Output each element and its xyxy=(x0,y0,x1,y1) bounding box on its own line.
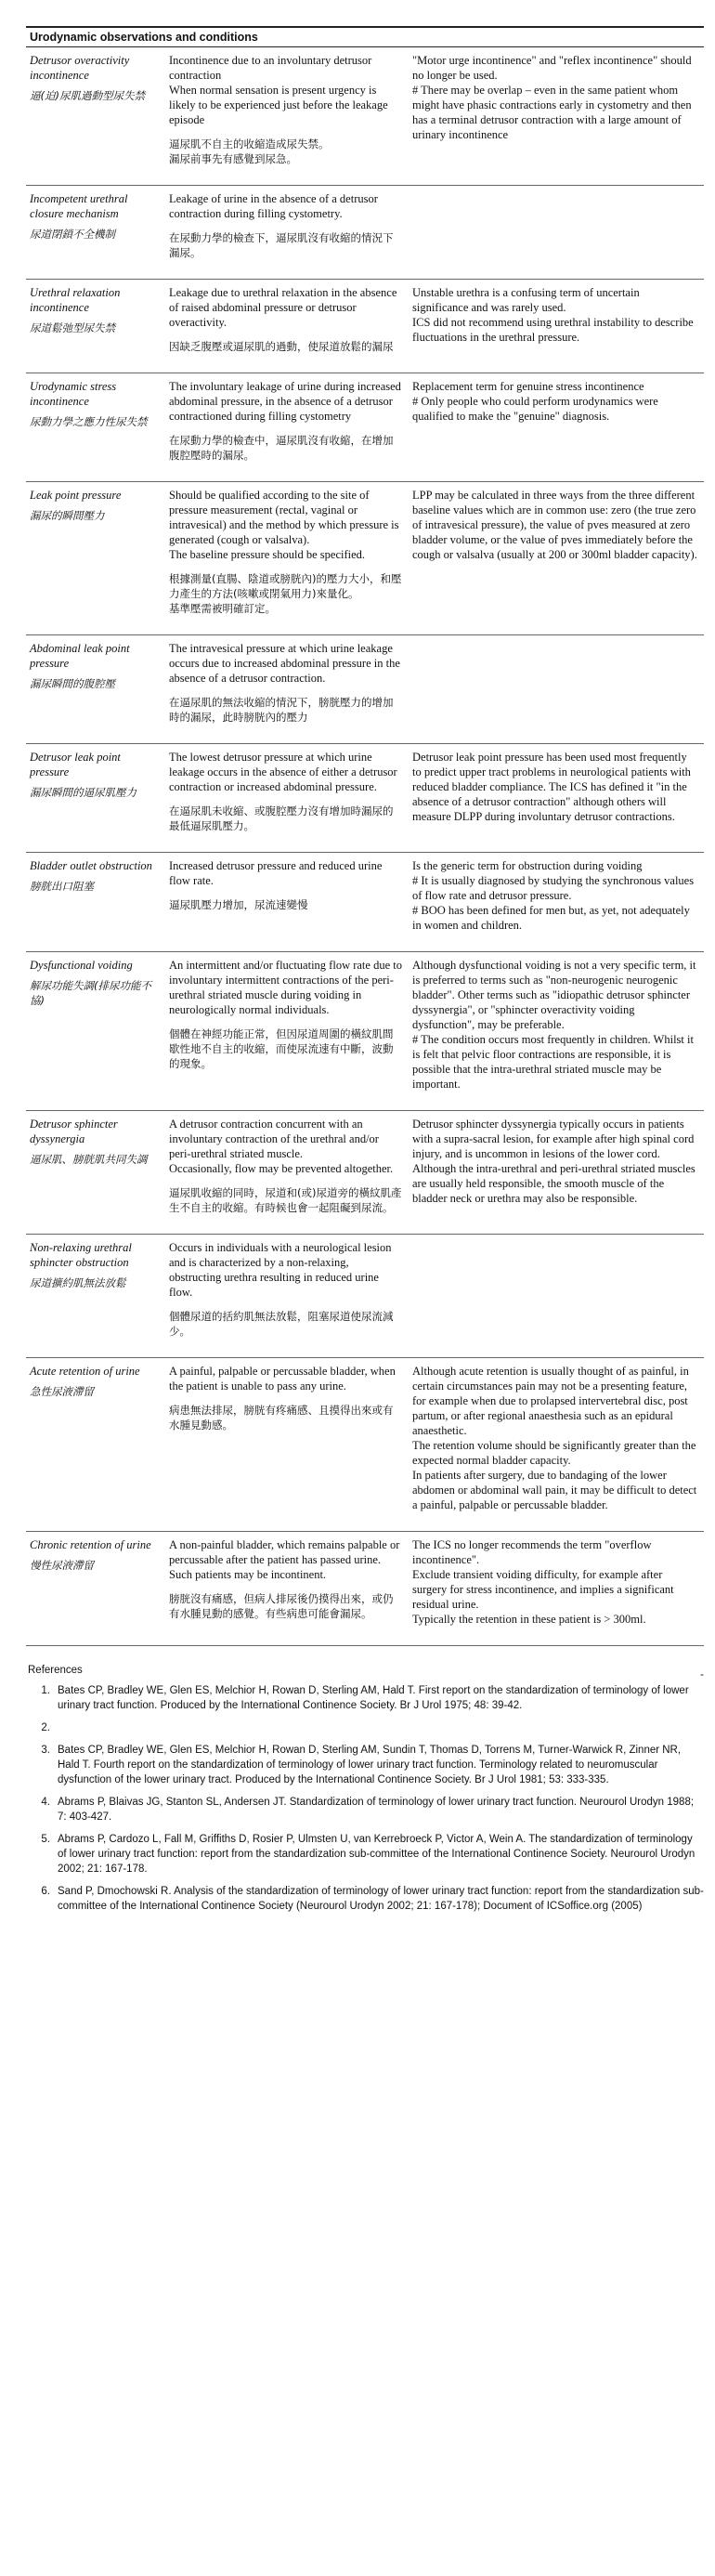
table-row xyxy=(26,952,704,1111)
definition-text: The lowest detrusor pressure at which urine leakage occurs in the absence of either a detrusor contraction or increased abdominal pressure. xyxy=(169,751,397,793)
definition-chinese: 根據測量(直腸、陰道或膀胱內)的壓力大小，和壓力產生的方法(咳嗽或閉氣用力)來量化。 基準壓需被明確訂定。 xyxy=(169,572,402,615)
definition-cell xyxy=(165,1532,409,1646)
table-row xyxy=(26,1532,704,1646)
comment-cell xyxy=(409,853,704,952)
comment-text: Unstable urethra is a confusing term of uncertain significance and was rarely used. ICS did not recommend using urethral instability to describe fluctuations in the urethral pressure. xyxy=(412,286,694,344)
term-cell xyxy=(26,1111,165,1235)
definition-cell xyxy=(165,373,409,482)
comment-text: Although acute retention is usually thought of as painful, in certain circumstances pain may not be a presenting feature, for example when due to prolapsed intervertebral disc, post partum, or after regional anaesthesia such as an epidural anaesthetic. The retention volume should be significantly greater than the expected normal bladder capacity. In patients after surgery, due to bandaging of the lower abdomen or abdominal wall pain, it may be difficult to detect a painful, palpable or percussable bladder. xyxy=(412,1365,697,1511)
term-cell xyxy=(26,186,165,280)
term-chinese: 解尿功能失調(排尿功能不協) xyxy=(30,979,151,1007)
definition-chinese: 逼尿肌收縮的同時，尿道和(或)尿道旁的橫紋肌產生不自主的收縮。有時候也會一起阻礙到尿流。 xyxy=(169,1186,402,1214)
term-chinese: 漏尿瞬間的逼尿肌壓力 xyxy=(30,786,136,799)
term-chinese: 漏尿瞬間的腹腔壓 xyxy=(30,677,115,690)
definition-chinese: 逼尿肌壓力增加，尿流速變慢 xyxy=(169,898,308,911)
definition-cell xyxy=(165,1358,409,1532)
document-page xyxy=(26,26,704,1921)
definition-cell xyxy=(165,635,409,744)
term-chinese: 膀胱出口阻塞 xyxy=(30,880,94,893)
definition-chinese: 個體尿道的括約肌無法放鬆，阻塞尿道使尿流減少。 xyxy=(169,1310,394,1338)
term-cell xyxy=(26,952,165,1111)
table-row xyxy=(26,853,704,952)
definition-chinese: 在尿動力學的檢查中，逼尿肌沒有收縮，在增加腹腔壓時的漏尿。 xyxy=(169,434,394,462)
definition-cell xyxy=(165,853,409,952)
table-row xyxy=(26,635,704,744)
term-cell xyxy=(26,853,165,952)
term-english: Bladder outlet obstruction xyxy=(30,859,152,872)
term-chinese: 尿道鬆弛型尿失禁 xyxy=(30,321,115,334)
comment-cell xyxy=(409,186,704,280)
comment-cell xyxy=(409,1235,704,1358)
table-row xyxy=(26,373,704,482)
table-row xyxy=(26,280,704,373)
definition-cell xyxy=(165,1235,409,1358)
reference-number: 4. xyxy=(41,1797,50,1808)
term-chinese: 漏尿的瞬間壓力 xyxy=(30,509,105,522)
definition-cell xyxy=(165,1111,409,1235)
reference-number: 3. xyxy=(41,1745,50,1756)
term-chinese: 尿道閉鎖不全機制 xyxy=(30,228,115,241)
term-cell xyxy=(26,482,165,635)
comment-cell xyxy=(409,373,704,482)
definition-chinese: 在逼尿肌的無法收縮的情況下，膀胱壓力的增加時的漏尿，此時膀胱內的壓力 xyxy=(169,696,394,724)
definition-cell xyxy=(165,47,409,186)
term-cell xyxy=(26,1235,165,1358)
reference-item xyxy=(26,1743,704,1787)
definition-text: A detrusor contraction concurrent with an involuntary contraction of the urethral and/or peri-urethral striated muscle. Occasionally, flow may be prevented altogether. xyxy=(169,1118,394,1175)
reference-number: 2. xyxy=(41,1722,50,1733)
table-row xyxy=(26,744,704,853)
term-cell xyxy=(26,1358,165,1532)
term-english: Leak point pressure xyxy=(30,489,122,502)
reference-text: Sand P, Dmochowski R. Analysis of the standardization of terminology of lower urinary tract function: report from the standardization sub-committee of the International Continence Society (Neurourol Urodyn 2002; 21: 167-178); Document of ICSoffice.org (2005) xyxy=(58,1886,704,1912)
definition-text: A painful, palpable or percussable bladder, when the patient is unable to pass any urine. xyxy=(169,1365,396,1393)
reference-number: 5. xyxy=(41,1834,50,1845)
comment-cell xyxy=(409,952,704,1111)
definition-text: Incontinence due to an involuntary detrusor contraction When normal sensation is present urgency is likely to be experienced just before the leakage episode xyxy=(169,54,388,126)
table-row xyxy=(26,47,704,186)
definition-chinese: 在尿動力學的檢查下，逼尿肌沒有收縮的情況下漏尿。 xyxy=(169,231,394,259)
definition-cell xyxy=(165,280,409,373)
definition-text: Leakage due to urethral relaxation in the absence of raised abdominal pressure or detrusor overactivity. xyxy=(169,286,397,329)
definition-chinese: 逼尿肌不自主的收縮造成尿失禁。 漏尿前事先有感覺到尿急。 xyxy=(169,137,330,165)
term-cell xyxy=(26,373,165,482)
section-title: Urodynamic observations and conditions xyxy=(26,26,704,47)
term-english: Chronic retention of urine xyxy=(30,1538,151,1551)
definition-text: Increased detrusor pressure and reduced urine flow rate. xyxy=(169,859,383,887)
term-english: Detrusor leak point pressure xyxy=(30,751,121,778)
term-chinese: 逼尿肌、膀胱肌共同失調 xyxy=(30,1153,148,1166)
comment-text: LPP may be calculated in three ways from the three different baseline values which are in common use: zero (the true zero of intravesical pressure), the value of pves measured at zero bladder volume, or the value of pves immediately before the cough or valsalva (usually at 200 or 300ml bladder capacity). xyxy=(412,489,697,561)
reference-list xyxy=(26,1683,704,1914)
definition-chinese: 因缺乏腹壓或逼尿肌的過動，使尿道放鬆的漏尿 xyxy=(169,340,394,353)
reference-text: Abrams P, Cardozo L, Fall M, Griffiths D, Rosier P, Ulmsten U, van Kerrebroeck P, Victor A, Wein A. The standardization of terminology of lower urinary tract function: report from the standardization sub-committee of the International Continence Society. Neurourol Urodyn 2002; 21: 167-178. xyxy=(58,1834,696,1875)
term-english: Dysfunctional voiding xyxy=(30,959,133,972)
term-cell xyxy=(26,744,165,853)
term-english: Incompetent urethral closure mechanism xyxy=(30,192,128,220)
reference-item xyxy=(26,1683,704,1713)
definition-text: Should be qualified according to the site of pressure measurement (rectal, vaginal or intravesical) and the method by which pressure is generated (cough or valsalva). The baseline pressure should be specified. xyxy=(169,489,399,561)
reference-text xyxy=(58,1720,704,1735)
term-english: Abdominal leak point pressure xyxy=(30,642,130,670)
table-row xyxy=(26,1358,704,1532)
term-english: Urethral relaxation incontinence xyxy=(30,286,121,314)
definition-text: An intermittent and/or fluctuating flow rate due to involuntary intermittent contractions of the peri-urethral striated muscle during voiding in neurologically normal individuals. xyxy=(169,959,402,1016)
term-chinese: 急性尿液滯留 xyxy=(30,1385,94,1398)
definition-cell xyxy=(165,744,409,853)
reference-number: 6. xyxy=(41,1886,50,1897)
reference-item xyxy=(26,1795,704,1824)
comment-cell xyxy=(409,635,704,744)
comment-text: Is the generic term for obstruction during voiding # It is usually diagnosed by studying the synchronous values of flow rate and detrusor pressure. # BOO has been defined for men but, as yet, not adequately in women and children. xyxy=(412,859,695,932)
comment-text: Detrusor sphincter dyssynergia typically occurs in patients with a supra-sacral lesion, for example after high spinal cord injury, and is uncommon in lesions of the lower cord. Although the intra-urethral and peri-urethral striated muscles are usually held responsible, the smooth muscle of the bladder neck or urethra may also be responsible. xyxy=(412,1118,696,1205)
term-english: Detrusor sphincter dyssynergia xyxy=(30,1118,118,1145)
term-chinese: 逼(迫)尿肌過動型尿失禁 xyxy=(30,89,145,102)
comment-cell xyxy=(409,1111,704,1235)
term-cell xyxy=(26,1532,165,1646)
term-cell xyxy=(26,280,165,373)
term-cell xyxy=(26,47,165,186)
comment-text: Detrusor leak point pressure has been used most frequently to predict upper tract problems in neurological patients with reduced bladder compliance. The ICS has defined it "in the absence of a detrusor contraction" although others will measure DLPP during involuntary detrusor contractions. xyxy=(412,751,691,823)
definition-chinese: 個體在神經功能正常，但因尿道周圍的橫紋肌間歇性地不自主的收縮，而使尿流速有中斷，波動的現象。 xyxy=(169,1027,394,1070)
definition-cell xyxy=(165,952,409,1111)
reference-item xyxy=(26,1720,704,1735)
definition-text: Occurs in individuals with a neurological lesion and is characterized by a non-relaxing, obstructing urethra resulting in reduced urine flow. xyxy=(169,1241,392,1299)
reference-text: Bates CP, Bradley WE, Glen ES, Melchior H, Rowan D, Sterling AM, Hald T. First report on the standardization of terminology of lower urinary tract function. Produced by the International Continence Society. Br J Urol 1975; 48: 39-42. xyxy=(58,1685,689,1711)
term-chinese: 尿道擴約肌無法放鬆 xyxy=(30,1276,126,1289)
comment-text: Replacement term for genuine stress incontinence # Only people who could perform urodynamics were qualified to make the "genuine" diagnosis. xyxy=(412,380,658,423)
term-english: Detrusor overactivity incontinence xyxy=(30,54,130,82)
references-title: References xyxy=(28,1665,83,1676)
comment-cell xyxy=(409,47,704,186)
comment-cell xyxy=(409,1358,704,1532)
references-dash: - xyxy=(700,1667,704,1680)
comment-cell xyxy=(409,744,704,853)
comment-text: Although dysfunctional voiding is not a very specific term, it is preferred to terms such as "non-neurogenic neurogenic bladder". Other terms such as "idiopathic detrusor sphincter dyssynergia", or "sphincter overactivity voiding dysfunction", may be preferable. # The condition occurs most frequently in children. Whilst it is felt that pelvic floor contractions are responsible, it is possible that the intra-urethral striated muscle may be important. xyxy=(412,959,696,1091)
references-section xyxy=(26,1663,704,1914)
reference-text: Abrams P, Blaivas JG, Stanton SL, Andersen JT. Standardization of terminology of lower urinary tract function. Neurourol Urodyn 1988; 7: 403-427. xyxy=(58,1797,695,1823)
definition-cell xyxy=(165,482,409,635)
term-english: Non-relaxing urethral sphincter obstruction xyxy=(30,1241,132,1269)
term-english: Urodynamic stress incontinence xyxy=(30,380,117,408)
definition-text: The intravesical pressure at which urine leakage occurs due to increased abdominal pressure in the absence of a detrusor contraction. xyxy=(169,642,400,685)
definition-text: A non-painful bladder, which remains palpable or percussable after the patient has passed urine. Such patients may be incontinent. xyxy=(169,1538,400,1581)
reference-item xyxy=(26,1884,704,1914)
reference-number: 1. xyxy=(41,1685,50,1696)
term-chinese: 慢性尿液滯留 xyxy=(30,1559,94,1572)
comment-text: "Motor urge incontinence" and "reflex incontinence" should no longer be used. # There may be overlap – even in the same patient whom might have phasic contractions early in cystometry and then has a terminal detrusor contraction with a large amount of urinary incontinence xyxy=(412,54,692,141)
comment-text: The ICS no longer recommends the term "overflow incontinence". Exclude transient voiding difficulty, for example after surgery for stress incontinence, and implies a significant residual urine. Typically the retention in these patient is > 300ml. xyxy=(412,1538,674,1626)
definition-chinese: 膀胱沒有痛感，但病人排尿後仍摸得出來，或仍有水腫見動的感覺。有些病患可能會漏尿。 xyxy=(169,1592,394,1620)
comment-cell xyxy=(409,280,704,373)
comment-cell xyxy=(409,482,704,635)
comment-cell xyxy=(409,1532,704,1646)
term-chinese: 尿動力學之應力性尿失禁 xyxy=(30,415,148,428)
table-row xyxy=(26,482,704,635)
definition-text: Leakage of urine in the absence of a detrusor contraction during filling cystometry. xyxy=(169,192,378,220)
reference-text: Bates CP, Bradley WE, Glen ES, Melchior H, Rowan D, Sterling AM, Sundin T, Thomas D, Torrens M, Turner-Warwick R, Zinner NR, Hald T. Fourth report on the standardization of terminology of lower urinary tract function. Terminology related to neuromuscular dysfunction of the lower urinary tract. Produced by the International Continence Society. Br J Urol 1981; 53: 333-335. xyxy=(58,1745,682,1785)
table-row xyxy=(26,1235,704,1358)
term-english: Acute retention of urine xyxy=(30,1365,140,1378)
terminology-table xyxy=(26,47,704,1646)
term-cell xyxy=(26,635,165,744)
definition-text: The involuntary leakage of urine during increased abdominal pressure, in the absence of a detrusor contractioned during filling cystometry xyxy=(169,380,401,423)
definition-chinese: 在逼尿肌未收縮、或腹腔壓力沒有增加時漏尿的最低逼尿肌壓力。 xyxy=(169,804,394,832)
definition-cell xyxy=(165,186,409,280)
definition-chinese: 病患無法排尿，膀胱有疼痛感、且摸得出來或有水腫見動感。 xyxy=(169,1404,394,1432)
table-row xyxy=(26,186,704,280)
table-row xyxy=(26,1111,704,1235)
reference-item xyxy=(26,1832,704,1876)
